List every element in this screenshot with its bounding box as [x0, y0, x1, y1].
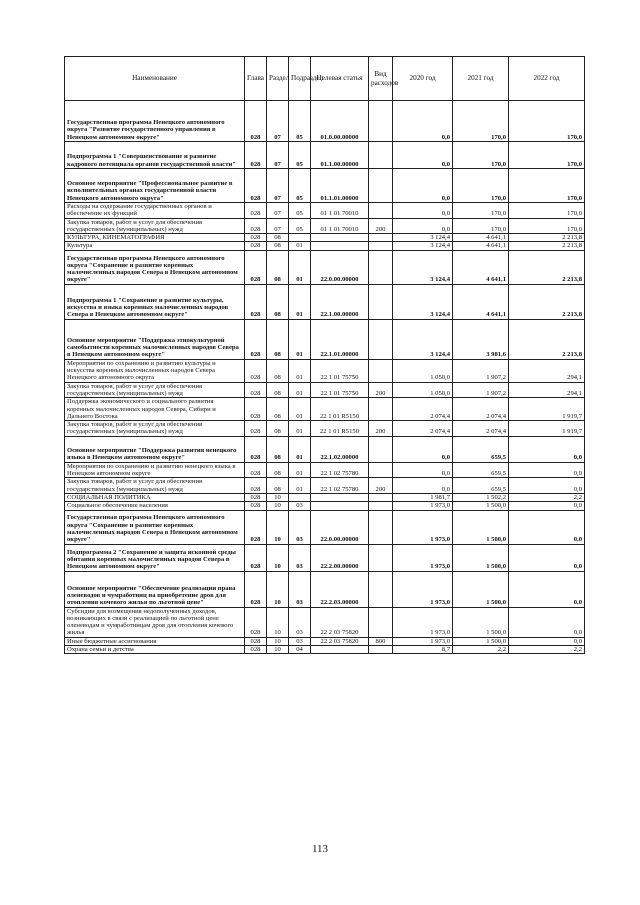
cell-exp-type: [369, 646, 393, 654]
table-row: [65, 478, 585, 494]
cell-chapter: 028: [245, 319, 267, 359]
cell-2021: 2,2: [453, 646, 509, 654]
cell-chapter: 028: [245, 502, 267, 510]
cell-2022: 2,2: [509, 646, 585, 654]
table-row: [65, 234, 585, 242]
table-row: [65, 218, 585, 234]
cell-exp-type: 200: [369, 421, 393, 437]
cell-section: 10: [267, 571, 289, 607]
cell-2020: 0,0: [393, 462, 453, 478]
cell-2022: 170,0: [509, 203, 585, 219]
cell-name: Основное мероприятие "Профессиональное развитие в исполнительных органах государственной власти Ненецкого автономного округа": [65, 169, 245, 203]
cell-name: Основное мероприятие "Поддержка этнокультурной самобытности коренных малочисленных народов Севера в Ненецком автономном округе": [65, 319, 245, 359]
cell-2022: 0,0: [509, 637, 585, 645]
cell-2021: 170,0: [453, 142, 509, 169]
cell-2020: 0,0: [393, 101, 453, 142]
cell-2021: 4 641,1: [453, 250, 509, 284]
cell-section: 10: [267, 646, 289, 654]
cell-target: 22.2.00.00000: [311, 544, 369, 571]
page-number: 113: [311, 843, 329, 855]
table-row: [65, 607, 585, 637]
cell-exp-type: [369, 571, 393, 607]
cell-2020: 0,0: [393, 218, 453, 234]
cell-2021: 170,0: [453, 218, 509, 234]
cell-target: 22.1.00.00000: [311, 284, 369, 319]
cell-subsection: 05: [289, 142, 311, 169]
cell-2022: 170,0: [509, 218, 585, 234]
cell-section: 08: [267, 478, 289, 494]
table-row: [65, 250, 585, 284]
cell-target: 01.1.00.00000: [311, 142, 369, 169]
cell-2020: 1 981,7: [393, 493, 453, 501]
cell-2022: 294,1: [509, 359, 585, 382]
cell-chapter: 028: [245, 493, 267, 501]
cell-2021: 2 074,4: [453, 421, 509, 437]
cell-subsection: 05: [289, 203, 311, 219]
cell-2021: 1 500,0: [453, 607, 509, 637]
cell-2022: 0,0: [509, 436, 585, 462]
budget-table: [64, 56, 585, 654]
cell-2021: 659,5: [453, 462, 509, 478]
cell-chapter: 028: [245, 284, 267, 319]
cell-2020: 1 973,0: [393, 637, 453, 645]
cell-subsection: 04: [289, 646, 311, 654]
cell-section: 08: [267, 242, 289, 250]
cell-2022: 2 213,8: [509, 242, 585, 250]
cell-section: 08: [267, 319, 289, 359]
cell-2022: 2 213,8: [509, 234, 585, 242]
cell-target: 01 1 01 70010: [311, 218, 369, 234]
cell-2022: 2 213,8: [509, 250, 585, 284]
cell-section: 10: [267, 607, 289, 637]
cell-section: 08: [267, 436, 289, 462]
table-row: [65, 382, 585, 398]
cell-2021: 170,0: [453, 203, 509, 219]
cell-subsection: 03: [289, 607, 311, 637]
cell-name: КУЛЬТУРА, КИНЕМАТОГРАФИЯ: [65, 234, 245, 242]
cell-exp-type: [369, 359, 393, 382]
cell-2022: 0,0: [509, 571, 585, 607]
cell-exp-type: [369, 502, 393, 510]
cell-subsection: 05: [289, 101, 311, 142]
cell-target: 22 1 01 R5150: [311, 398, 369, 421]
cell-subsection: 05: [289, 218, 311, 234]
cell-2021: 4 641,1: [453, 242, 509, 250]
cell-2021: 4 641,1: [453, 234, 509, 242]
cell-subsection: [289, 493, 311, 501]
cell-exp-type: [369, 607, 393, 637]
cell-2020: 1 050,0: [393, 382, 453, 398]
cell-chapter: 028: [245, 478, 267, 494]
cell-subsection: 01: [289, 478, 311, 494]
cell-name: Государственная программа Ненецкого автономного округа "Развитие государственного управления в Ненецком автономном округе": [65, 101, 245, 142]
table-row: [65, 436, 585, 462]
cell-target: 22.0.00.00000: [311, 510, 369, 544]
cell-exp-type: [369, 101, 393, 142]
cell-2020: 3 124,4: [393, 284, 453, 319]
table-row: [65, 242, 585, 250]
cell-chapter: 028: [245, 382, 267, 398]
cell-section: 07: [267, 169, 289, 203]
table-row: [65, 421, 585, 437]
cell-2022: 0,0: [509, 478, 585, 494]
table-row: [65, 319, 585, 359]
cell-2020: 3 124,4: [393, 234, 453, 242]
cell-2021: 170,0: [453, 101, 509, 142]
cell-chapter: 028: [245, 169, 267, 203]
cell-section: 10: [267, 493, 289, 501]
cell-2021: 659,5: [453, 478, 509, 494]
table-row: [65, 637, 585, 645]
cell-name: Культура: [65, 242, 245, 250]
cell-chapter: 028: [245, 359, 267, 382]
cell-2020: 0,0: [393, 436, 453, 462]
cell-exp-type: [369, 234, 393, 242]
cell-chapter: 028: [245, 398, 267, 421]
cell-2020: 0,0: [393, 478, 453, 494]
cell-exp-type: [369, 203, 393, 219]
header-subsection: Подраздел: [289, 57, 311, 101]
cell-name: Государственная программа Ненецкого автономного округа "Сохранение и развитие коренных малочисленных народов Севера в Ненецком автономном округе": [65, 250, 245, 284]
cell-subsection: 01: [289, 436, 311, 462]
cell-name: Мероприятия по сохранению и развитию культуры и искусства коренных малочисленных народов Севера Ненецкого автономного округа: [65, 359, 245, 382]
cell-target: [311, 502, 369, 510]
cell-2022: 0,0: [509, 544, 585, 571]
cell-exp-type: [369, 462, 393, 478]
cell-target: 22 1 01 75750: [311, 359, 369, 382]
cell-section: 08: [267, 234, 289, 242]
table-row: [65, 544, 585, 571]
table-row: [65, 493, 585, 501]
cell-chapter: 028: [245, 203, 267, 219]
cell-target: [311, 646, 369, 654]
cell-2022: 1 919,7: [509, 398, 585, 421]
cell-2020: 1 050,0: [393, 359, 453, 382]
cell-target: [311, 493, 369, 501]
header-section: Раздел: [267, 57, 289, 101]
cell-2020: 0,0: [393, 142, 453, 169]
cell-2021: 1 500,0: [453, 637, 509, 645]
cell-name: Государственная программа Ненецкого автономного округа "Сохранение и развитие коренных малочисленных народов Севера в Ненецком автономном округе": [65, 510, 245, 544]
cell-chapter: 028: [245, 571, 267, 607]
cell-exp-type: 800: [369, 637, 393, 645]
cell-chapter: 028: [245, 234, 267, 242]
cell-chapter: 028: [245, 646, 267, 654]
cell-exp-type: [369, 319, 393, 359]
cell-section: 10: [267, 637, 289, 645]
cell-name: Мероприятия по сохранению и развитию ненецкого языка в Ненецком автономном округе: [65, 462, 245, 478]
header-2021: 2021 год: [453, 57, 509, 101]
cell-2021: 2 074,4: [453, 398, 509, 421]
cell-2021: 1 500,0: [453, 502, 509, 510]
cell-2021: 3 981,6: [453, 319, 509, 359]
table-row: [65, 203, 585, 219]
cell-subsection: 03: [289, 510, 311, 544]
cell-2020: 3 124,4: [393, 319, 453, 359]
table-row: [65, 284, 585, 319]
cell-target: 22.2.03.00000: [311, 571, 369, 607]
cell-subsection: 03: [289, 502, 311, 510]
cell-name: СОЦИАЛЬНАЯ ПОЛИТИКА: [65, 493, 245, 501]
cell-target: 01.1.01.00000: [311, 169, 369, 203]
cell-2021: 659,5: [453, 436, 509, 462]
cell-2022: 1 919,7: [509, 421, 585, 437]
header-chapter: Глава: [245, 57, 267, 101]
cell-subsection: 03: [289, 571, 311, 607]
cell-exp-type: [369, 142, 393, 169]
cell-target: [311, 242, 369, 250]
cell-2020: 1 973,0: [393, 571, 453, 607]
cell-name: Основное мероприятие "Обеспечение реализации права оленеводов и чумработниц на приобретение дров для отопления кочевого жилья по льготной цене": [65, 571, 245, 607]
cell-subsection: 03: [289, 544, 311, 571]
cell-name: Иные бюджетные ассигнования: [65, 637, 245, 645]
cell-chapter: 028: [245, 242, 267, 250]
cell-target: 22 1 01 R5150: [311, 421, 369, 437]
cell-subsection: [289, 234, 311, 242]
table-body: [65, 101, 585, 654]
cell-name: Основное мероприятие "Поддержка развития ненецкого языка в Ненецком автономном округе": [65, 436, 245, 462]
cell-chapter: 028: [245, 637, 267, 645]
cell-section: 08: [267, 284, 289, 319]
cell-2021: 170,0: [453, 169, 509, 203]
cell-2022: 0,0: [509, 462, 585, 478]
cell-target: 22.1.01.00000: [311, 319, 369, 359]
table-header-row: [65, 57, 585, 101]
cell-exp-type: [369, 510, 393, 544]
cell-name: Подпрограмма 2 "Сохранение и защита исконной среды обитания коренных малочисленных народов Севера в Ненецком автономном округе": [65, 544, 245, 571]
cell-2022: 0,0: [509, 607, 585, 637]
cell-name: Расходы на содержание государственных органов и обеспечение их функций: [65, 203, 245, 219]
cell-2020: 1 973,0: [393, 502, 453, 510]
cell-subsection: 01: [289, 359, 311, 382]
cell-exp-type: 200: [369, 218, 393, 234]
cell-subsection: 03: [289, 637, 311, 645]
cell-2020: 2 074,4: [393, 398, 453, 421]
cell-subsection: 01: [289, 462, 311, 478]
header-exp-type: Вид расходов: [369, 57, 393, 101]
cell-2022: 0,0: [509, 510, 585, 544]
cell-subsection: 05: [289, 169, 311, 203]
cell-name: Подпрограмма 1 "Сохранение и развитие культуры, искусства и языка коренных малочисленных народов Севера в Ненецком автономном округе": [65, 284, 245, 319]
header-2020: 2020 год: [393, 57, 453, 101]
cell-2020: 3 124,4: [393, 242, 453, 250]
cell-subsection: 01: [289, 319, 311, 359]
cell-2020: 8,7: [393, 646, 453, 654]
cell-2022: 2 213,8: [509, 319, 585, 359]
cell-2020: 0,0: [393, 169, 453, 203]
cell-target: 22 1 01 75750: [311, 382, 369, 398]
cell-name: Подпрограмма 1 "Совершенствование и развитие кадрового потенциала органов государственной власти": [65, 142, 245, 169]
cell-target: 01 1 01 70010: [311, 203, 369, 219]
cell-subsection: 01: [289, 398, 311, 421]
cell-section: 07: [267, 218, 289, 234]
cell-name: Охрана семьи и детства: [65, 646, 245, 654]
cell-chapter: 028: [245, 436, 267, 462]
header-name: Наименование: [65, 57, 245, 101]
cell-target: [311, 234, 369, 242]
cell-exp-type: [369, 493, 393, 501]
cell-name: Закупка товаров, работ и услуг для обеспечения государственных (муниципальных) нужд: [65, 382, 245, 398]
cell-section: 07: [267, 142, 289, 169]
cell-2022: 170,0: [509, 101, 585, 142]
cell-target: 22 2 03 75820: [311, 607, 369, 637]
cell-2020: 1 973,0: [393, 510, 453, 544]
cell-name: Закупка товаров, работ и услуг для обеспечения государственных (муниципальных) нужд: [65, 421, 245, 437]
cell-exp-type: [369, 436, 393, 462]
cell-exp-type: [369, 250, 393, 284]
cell-2020: 1 973,0: [393, 544, 453, 571]
table-row: [65, 462, 585, 478]
cell-exp-type: [369, 398, 393, 421]
cell-section: 07: [267, 203, 289, 219]
cell-target: 22 2 03 75820: [311, 637, 369, 645]
cell-exp-type: 200: [369, 382, 393, 398]
cell-2022: 170,0: [509, 142, 585, 169]
cell-exp-type: [369, 284, 393, 319]
cell-name: Поддержка экономического и социального развития коренных малочисленных народов Севера, Сибири и Дальнего Востока: [65, 398, 245, 421]
table-row: [65, 510, 585, 544]
table-row: [65, 359, 585, 382]
cell-chapter: 028: [245, 218, 267, 234]
cell-name: Закупка товаров, работ и услуг для обеспечения государственных (муниципальных) нужд: [65, 478, 245, 494]
cell-target: 22.1.02.00000: [311, 436, 369, 462]
table-row: [65, 142, 585, 169]
cell-2020: 3 124,4: [393, 250, 453, 284]
cell-section: 08: [267, 382, 289, 398]
cell-2020: 1 973,0: [393, 607, 453, 637]
cell-name: Субсидии для возмещения недополученных доходов, возникающих в связи с реализацией по льготной цене оленеводам и чумработницам дров для отопления кочевого жилья: [65, 607, 245, 637]
cell-2022: 2,2: [509, 493, 585, 501]
header-2022: 2022 год: [509, 57, 585, 101]
cell-target: 01.0.00.00000: [311, 101, 369, 142]
cell-section: 08: [267, 359, 289, 382]
cell-chapter: 028: [245, 421, 267, 437]
table-row: [65, 502, 585, 510]
table-row: [65, 398, 585, 421]
cell-section: 08: [267, 462, 289, 478]
cell-section: 10: [267, 510, 289, 544]
cell-exp-type: [369, 169, 393, 203]
cell-target: 22.0.00.00000: [311, 250, 369, 284]
cell-2020: 0,0: [393, 203, 453, 219]
cell-chapter: 028: [245, 142, 267, 169]
table-row: [65, 169, 585, 203]
cell-section: 10: [267, 502, 289, 510]
cell-target: 22 1 02 75780: [311, 462, 369, 478]
cell-section: 08: [267, 421, 289, 437]
cell-2022: 294,1: [509, 382, 585, 398]
cell-2022: 170,0: [509, 169, 585, 203]
cell-subsection: 01: [289, 242, 311, 250]
cell-2020: 2 074,4: [393, 421, 453, 437]
cell-subsection: 01: [289, 382, 311, 398]
cell-2021: 1 502,2: [453, 493, 509, 501]
cell-2021: 4 641,1: [453, 284, 509, 319]
cell-name: Социальное обеспечение населения: [65, 502, 245, 510]
cell-subsection: 01: [289, 421, 311, 437]
cell-exp-type: [369, 544, 393, 571]
cell-2021: 1 500,0: [453, 510, 509, 544]
cell-target: 22 1 02 75780: [311, 478, 369, 494]
cell-2021: 1 500,0: [453, 571, 509, 607]
cell-chapter: 028: [245, 544, 267, 571]
table-row: [65, 571, 585, 607]
cell-chapter: 028: [245, 250, 267, 284]
cell-chapter: 028: [245, 101, 267, 142]
cell-section: 07: [267, 101, 289, 142]
cell-2021: 1 500,0: [453, 544, 509, 571]
cell-chapter: 028: [245, 607, 267, 637]
cell-name: Закупка товаров, работ и услуг для обеспечения государственных (муниципальных) нужд: [65, 218, 245, 234]
cell-subsection: 01: [289, 284, 311, 319]
cell-chapter: 028: [245, 462, 267, 478]
cell-section: 08: [267, 398, 289, 421]
cell-section: 10: [267, 544, 289, 571]
header-target: Целевая статья: [311, 57, 369, 101]
cell-exp-type: [369, 242, 393, 250]
cell-exp-type: 200: [369, 478, 393, 494]
table-row: [65, 646, 585, 654]
cell-section: 08: [267, 250, 289, 284]
cell-chapter: 028: [245, 510, 267, 544]
cell-subsection: 01: [289, 250, 311, 284]
table-row: [65, 101, 585, 142]
cell-2022: 2 213,8: [509, 284, 585, 319]
cell-2021: 1 907,2: [453, 382, 509, 398]
cell-2022: 0,0: [509, 502, 585, 510]
cell-2021: 1 907,2: [453, 359, 509, 382]
